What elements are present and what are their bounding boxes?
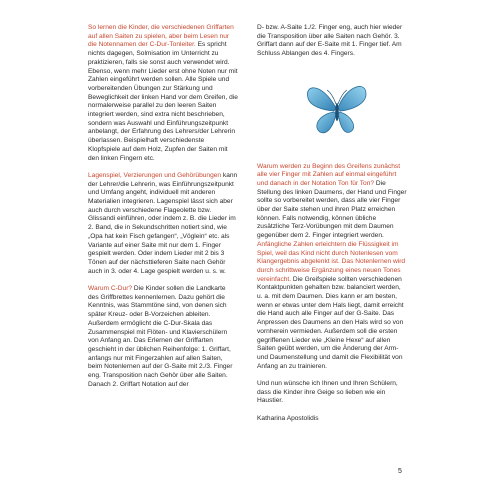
butterfly-icon bbox=[300, 78, 372, 140]
body-text: Die Kinder sollen die Landkarte des Griffbrettes kennenlernen. Dazu gehört die Kenntnis, was Stammtöne sind, von denen sich später Kreuz- oder B-Vorzeichen ableiten. Außerdem ermöglicht die C-Dur-Skala das Zusammenspiel mit Flöten- und Klavierschülern von Anfang an. Das Erlernen der Griffarten geschieht in der üblichen Reihenfolge: 1. Griffart, anfangs nur mit Fingerzahlen auf allen Saiten, beim Notenlernen auf der G-Saite mit 2./3. Finger eng. Transposition nach Gehör über alle Saiten. Danach 2. Griffart Notation auf der bbox=[88, 285, 233, 388]
section-heading: Warum C-Dur? bbox=[88, 285, 133, 293]
page-number: 5 bbox=[398, 468, 402, 475]
body-text: Es spricht nichts dagegen, Solmisation im Unterricht zu praktizieren, falls sie sonst auch verwendet wird. Ebenso, wenn mehr Lieder erst ohne Noten nur mit Zahlen eingeführt werden sollen. Alle Spiele und vorbereitenden Übungen zur Stärkung und Beweglichkeit der linken Hand vor dem Greifen, die normalerweise parallel zu den leeren Saiten integriert werden, sind extra nicht beschrieben, sondern was Auswahl und Einführungszeitpunkt anbelangt, der Erfahrung des Lehrers/der Lehrerin überlassen. Beispielhaft verschiedenste Klopfspiele auf dem Holz, Zupfen der Saiten mit den linken Fingern etc. bbox=[88, 41, 238, 162]
paragraph-warum-c-dur bbox=[88, 285, 238, 389]
author-name: Katharina Apostolidis bbox=[257, 414, 319, 422]
body-text: Und nun wünsche ich Ihnen und Ihren Schülern, dass die Kinder ihre Geige so lieben wie ein Haustier. bbox=[257, 380, 398, 405]
highlight-text: Anfängliche Zahlen erleichtern die Flüssigkeit im Spiel, weil das Kind nicht durch Notenlesen vom Klangergebnis abgelenkt ist. Das Notenlernen wird durch schrittweise Ergänzung eines neuen Tones vereinfacht. bbox=[257, 240, 406, 283]
body-text: D- bzw. A-Saite 1./2. Finger eng, auch hier wieder die Transposition über alle Saiten nach Gehör. 3. Griffart dann auf der E-Saite mit 1. Finger tief. Am Schluss Ablangen des 4. Fingers. bbox=[257, 24, 403, 58]
left-column bbox=[88, 24, 238, 398]
section-heading: Warum werden zu Beginn des Greifens zunächst alle vier Finger mit Zahlen auf einmal eingeführt und danach in der Notation Ton für Ton? bbox=[257, 162, 401, 187]
paragraph-closing bbox=[257, 380, 407, 406]
paragraph-continued bbox=[257, 24, 407, 59]
highlight-text: So lernen die Kinder, die verschiedenen Griffarten auf allen Saiten zu spielen, aber beim Lesen nur die Notennamen der C-Dur-Tonleiter. bbox=[88, 24, 234, 49]
body-text: Die Greifspiele sollten verschiedenen Kontaktpunkten gehalten bzw. balanciert werden, u. a. mit dem Daumen. Dies kann er am besten, wenn er etwas unter dem Hals liegt, damit erreicht die Hand auch alle Finger auf der G-Saite. Das Anpressen des Daumens an den Hals wird so von vornherein vermieden. Außerdem soll die ersten gegriffenen Lieder wie „Kleine Hexe“ auf allen Saiten geübt werden, um die Änderung der Arm- und Daumenstellung und damit die Flexibilität von Anfang an zu trainieren. bbox=[257, 275, 404, 370]
body-text: kann der Lehrer/die Lehrerin, was Einführungszeitpunkt und Umfang angeht, individuell mit anderen Materialien integrieren. Lagenspiel lässt sich aber auch durch verschiedene Flageolette bzw. Glissandi einführen, oder indem z. B. die Lieder im 2. Band, die in Sekundschritten notiert sind, wie „Opa hat kein Fisch gefangen“, „Vöglein“ etc. als Variante auf einer Saite mit nur dem 1. Finger gespielt werden. Oder indem Lieder mit 2 bis 3 Tönen auf der nächsttieferen Saite nach Gehör auch in 3. oder 4. Lage gespielt werden u. s. w. bbox=[88, 171, 238, 275]
body-text: Die Stellung des linken Daumens, der Hand und Finger sollte so vorbereitet werden, dass alle vier Finger über der Saite stehen und ihren Platz erreichen können. Falls notwendig, können übliche zusätzliche Terz-Vorübungen mit dem Daumen gegenüber dem 2. Finger integriert werden. bbox=[257, 179, 407, 240]
paragraph-greifen bbox=[257, 163, 407, 372]
paragraph-griffarten bbox=[88, 24, 238, 163]
section-heading: Lagenspiel, Verzierungen und Gehörübungen bbox=[88, 171, 222, 179]
paragraph-lagenspiel bbox=[88, 172, 238, 276]
